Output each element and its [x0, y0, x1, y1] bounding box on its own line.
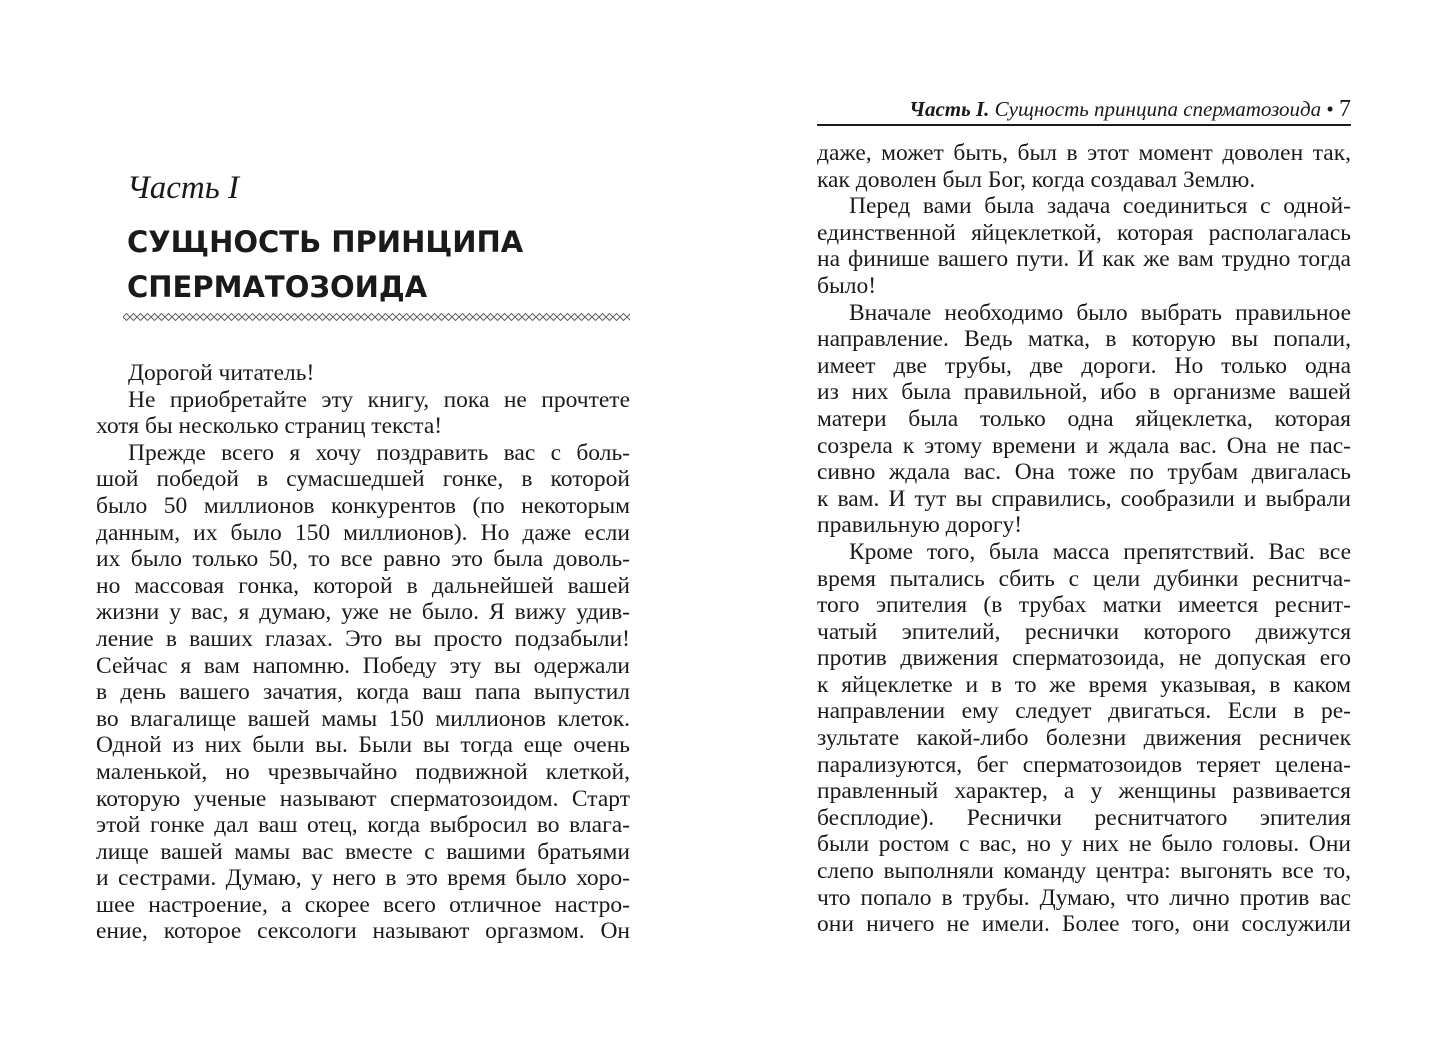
header-rule — [817, 124, 1351, 126]
text-line: шее настроение, а скорее всего отличное настро- — [96, 891, 630, 918]
text-line: время пытались сбить с цели дубинки реснитча- — [817, 565, 1351, 592]
paragraph — [96, 440, 630, 945]
left-body-text — [96, 360, 630, 945]
text-line: к яйцеклетке и в то же время указывая, в каком — [817, 671, 1351, 698]
text-line: ление в ваших глазах. Это вы просто подзабыли! — [96, 625, 630, 652]
text-line: было 50 миллионов конкурентов (по некоторым — [96, 492, 630, 519]
text-line: Прежде всего я хочу поздравить вас с боль- — [128, 439, 630, 466]
paragraph — [817, 140, 1351, 193]
chapter-title-line: СУЩНОСТЬ ПРИНЦИПА — [127, 225, 524, 259]
text-line: направление. Ведь матка, в которую вы попали, — [817, 326, 1351, 353]
text-line: матери была только одна яйцеклетка, которая — [817, 405, 1351, 432]
text-line: на финише вашего пути. И как же вам трудно тогда — [817, 246, 1351, 273]
running-head — [817, 95, 1351, 123]
paragraph — [817, 300, 1351, 539]
right-body-text — [817, 140, 1351, 938]
paragraph — [817, 539, 1351, 938]
text-line: Вначале необходимо было выбрать правильное — [849, 299, 1351, 326]
text-line: сивно ждала вас. Она тоже по трубам двигалась — [817, 459, 1351, 486]
text-line: Перед вами была задача соединиться с одной- — [849, 193, 1351, 220]
text-line: Не приобретайте эту книгу, пока не прочтете — [128, 386, 630, 413]
text-line: но массовая гонка, которой в дальнейшей вашей — [96, 572, 630, 599]
text-line: шой победой в сумасшедшей гонке, в которой — [96, 466, 630, 493]
text-line: зультате какой-либо болезни движения ресничек — [817, 725, 1351, 752]
text-line: что попало в трубы. Думаю, что лично против вас — [817, 884, 1351, 911]
text-line: к вам. И тут вы справились, сообразили и выбрали — [817, 485, 1351, 512]
left-page — [0, 0, 722, 1037]
text-line: которую ученые называют сперматозоидом. Старт — [96, 785, 630, 812]
text-line: во влагалище вашей мамы 150 миллионов клеток. — [96, 705, 630, 732]
text-line: Одной из них были вы. Были вы тогда еще очень — [96, 732, 630, 759]
running-head-separator: • — [1326, 97, 1334, 121]
paragraph — [96, 387, 630, 440]
running-head-title: Сущность принципа сперматозоида — [994, 97, 1322, 121]
text-line: имеет две трубы, две дороги. Но только одна — [817, 352, 1351, 379]
text-line: этой гонке дал ваш отец, когда выбросил во влага- — [96, 812, 630, 839]
text-line: даже, может быть, был в этот момент доволен так, — [817, 140, 1351, 166]
text-line: единственной яйцеклеткой, которая располагалась — [817, 219, 1351, 246]
right-page — [722, 0, 1445, 1037]
text-line: лище вашей мамы вас вместе с вашими братьями — [96, 838, 630, 865]
chapter-title — [127, 220, 667, 310]
text-line: и сестрами. Думаю, у него в это время было хоро- — [96, 865, 630, 892]
chapter-title-line: СПЕРМАТОЗОИДА — [127, 270, 428, 304]
text-line: они ничего не имели. Более того, они сослужили — [817, 911, 1351, 938]
text-line: правильную дорогу! — [817, 512, 1023, 539]
text-line: ение, которое сексологи называют оргазмом. Он — [96, 918, 630, 945]
text-line: их было только 50, то все равно это была доволь- — [96, 546, 630, 573]
text-line: парализуются, бег сперматозоидов теряет целена- — [817, 751, 1351, 778]
ornament-divider — [123, 310, 630, 324]
text-line: маленькой, но чрезвычайно подвижной клеткой, — [96, 758, 630, 785]
text-line: были ростом с вас, но у них не было головы. Они — [817, 831, 1351, 858]
page-number: 7 — [1339, 96, 1351, 122]
text-line: данным, их было 150 миллионов). Но даже если — [96, 519, 630, 546]
text-line: Сейчас я вам напомню. Победу эту вы одержали — [96, 652, 630, 679]
text-line: правленный характер, а у женщины развивается — [817, 778, 1351, 805]
text-line: направлении ему следует двигаться. Если в ре- — [817, 698, 1351, 725]
part-label: Часть I — [127, 170, 239, 206]
paragraph — [817, 193, 1351, 299]
running-head-part: Часть I. — [909, 97, 990, 121]
text-line: того эпителия (в трубах матки имеется реснит- — [817, 592, 1351, 619]
text-line: как доволен был Бог, когда создавал Землю. — [817, 166, 1256, 193]
text-line: хотя бы несколько страниц текста! — [96, 413, 443, 440]
text-line: Кроме того, была масса препятствий. Вас все — [849, 538, 1351, 565]
text-line: чатый эпителий, реснички которого движутся — [817, 618, 1351, 645]
text-line: из них была правильной, ибо в организме вашей — [817, 379, 1351, 406]
text-line: созрела к этому времени и ждала вас. Она не пас- — [817, 432, 1351, 459]
text-line: Дорогой читатель! — [128, 360, 315, 386]
text-line: против движения сперматозоида, не допуская его — [817, 645, 1351, 672]
text-line: бесплодие). Реснички реснитчатого эпителия — [817, 804, 1351, 831]
text-line: в день вашего зачатия, когда ваш папа выпустил — [96, 679, 630, 706]
text-line: слепо выполняли команду центра: выгонять все то, — [817, 858, 1351, 885]
text-line: было! — [817, 272, 877, 299]
paragraph — [96, 360, 630, 387]
text-line: жизни у вас, я думаю, уже не было. Я вижу удив- — [96, 599, 630, 626]
